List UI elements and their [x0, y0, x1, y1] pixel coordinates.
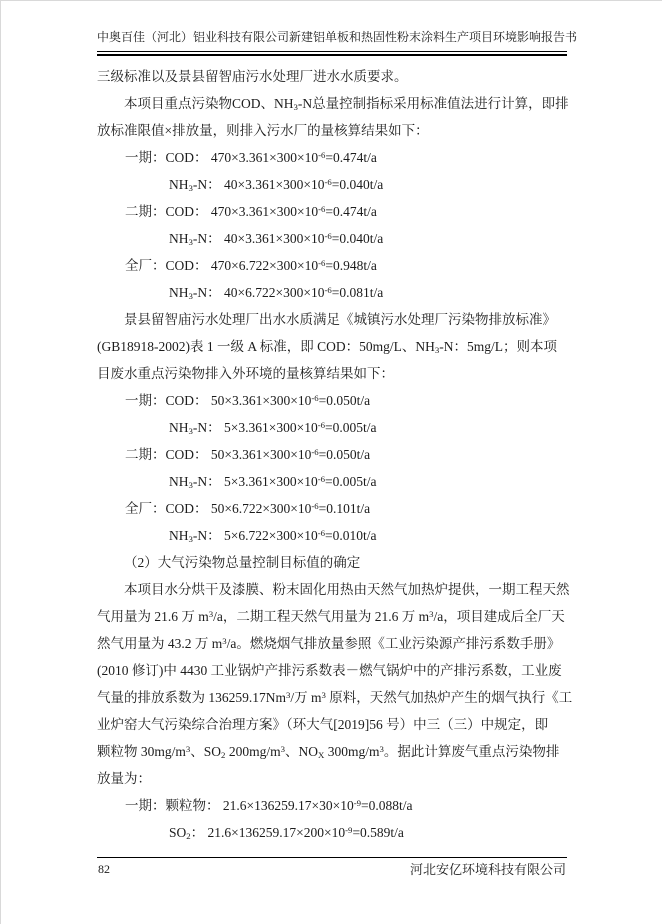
subscript: 3	[188, 479, 193, 490]
footer-rule	[97, 857, 567, 858]
text-line: 业炉窑大气污染综合治理方案》（环大气[2019]56 号）中三（三）中规定，即	[97, 717, 549, 732]
subscript: X	[317, 749, 325, 760]
superscript: -6	[318, 204, 326, 215]
superscript: 3	[208, 609, 214, 620]
subscript: 3	[434, 344, 440, 355]
subscript: 3	[188, 290, 193, 301]
subscript: 3	[188, 533, 193, 544]
text-line: $NH_3-N$： $5\times 6.722\times 300\times 10^{-6}=0.010t/a$	[169, 528, 377, 544]
text-line: 一期：颗粒物： $21.6\times 136259.17\times 30\times 10^{-9}=0.088t/a$	[125, 798, 413, 813]
subscript: 3	[188, 182, 193, 193]
superscript: -6	[311, 501, 319, 512]
superscript: 3	[429, 609, 434, 620]
text-line: (GB18918-2002)表 1 一级 A 标准，即 COD：50mg/L、$NH_3-N$：5mg/L；则本项	[97, 339, 558, 355]
superscript: -6	[317, 528, 326, 539]
subscript: 3	[188, 236, 193, 247]
subscript: 3	[293, 101, 298, 112]
page-number: 82	[98, 862, 110, 876]
superscript: 3	[321, 690, 326, 701]
subscript: 2	[221, 749, 226, 760]
text-line: 二期：COD： $470\times 3.361\times 300\times 10^{-6}=0.474t/a$	[125, 204, 377, 219]
report-header-title: 中奥百佳（河北）铝业科技有限公司新建铝单板和热固性粉末涂料生产项目环境影响报告书	[97, 30, 578, 44]
superscript: -6	[311, 447, 319, 458]
text-line: 气量的排放系数为 136259.17Nm$^3$/万 $m^3$ 原料，天然气加热炉产生的烟气执行《工	[97, 690, 573, 705]
text-line: 一期：COD： $470\times 3.361\times 300\times 10^{-6}=0.474t/a$	[125, 150, 377, 165]
superscript: -6	[317, 474, 326, 485]
superscript: -6	[318, 150, 326, 161]
document-body	[97, 63, 577, 846]
header-double-rule	[97, 51, 567, 56]
text-line: $SO_2$： $21.6\times 136259.17\times 200\times 10^{-9}=0.589t/a$	[169, 825, 404, 841]
text-line: （2）大气污染物总量控制目标值的确定	[124, 555, 361, 570]
superscript: -6	[318, 258, 326, 269]
text-line: 全厂：COD： $470\times 6.722\times 300\times 10^{-6}=0.948t/a$	[125, 258, 377, 273]
superscript: -6	[317, 420, 326, 431]
superscript: -6	[324, 231, 332, 242]
text-line: 全厂：COD： $50\times 6.722\times 300\times 10^{-6}=0.101t/a$	[125, 501, 371, 516]
text-line: 三级标准以及景县留智庙污水处理厂进水水质要求。	[97, 69, 408, 84]
text-line: $NH_3-N$： $40\times 3.361\times 300\times 10^{-6}=0.040t/a$	[169, 231, 384, 247]
footer-company-name: 河北安亿环境科技有限公司	[409, 862, 566, 877]
text-line: 本项目重点污染物COD、$NH_3-N$总量控制指标采用标准值法进行计算，即排	[124, 96, 569, 112]
superscript: 3	[222, 636, 227, 647]
text-line: 颗粒物 $30mg/m^3$、$SO_2$ $200mg/m^3$、$NO_X$ $300mg/m^3$。据此计算废气重点污染物排	[97, 744, 560, 760]
superscript: -9	[353, 798, 362, 809]
text-line: 放标准限值×排放量，则排入污水厂的量核算结果如下：	[97, 123, 429, 138]
superscript: -6	[324, 177, 332, 188]
text-line: $NH_3-N$： $40\times 3.361\times 300\times 10^{-6}=0.040t/a$	[169, 177, 384, 193]
superscript: -9	[345, 825, 353, 836]
superscript: -6	[324, 285, 332, 296]
superscript: 3	[379, 744, 384, 755]
text-line: 二期：COD： $50\times 3.361\times 300\times 10^{-6}=0.050t/a$	[125, 447, 371, 462]
superscript: 3	[185, 744, 191, 755]
text-line: (2010 修订)中 4430 工业锅炉产排污系数表－燃气锅炉中的产排污系数，工业废	[97, 663, 562, 678]
text-line: 气用量为 21.6 万 $m^3/a$，二期工程天然气用量为 21.6 万 $m^3/a$，项目建成后全厂天	[97, 609, 565, 624]
text-line: 景县留智庙污水处理厂出水水质满足《城镇污水处理厂污染物排放标准》	[124, 312, 556, 327]
subscript: 2	[186, 830, 191, 841]
text-line: 一期：COD： $50\times 3.361\times 300\times 10^{-6}=0.050t/a$	[125, 393, 371, 408]
superscript: 3	[280, 744, 285, 755]
text-line: 目废水重点污染物排入外环境的量核算结果如下：	[97, 366, 394, 381]
superscript: -6	[311, 393, 319, 404]
text-line: $NH_3-N$： $40\times 6.722\times 300\times 10^{-6}=0.081t/a$	[169, 285, 384, 301]
text-line: 然气用量为 43.2 万 $m^3/a$。燃烧烟气排放量参照《工业污染源产排污系数手册》	[97, 636, 561, 651]
superscript: 3	[286, 690, 291, 701]
text-line: $NH_3-N$： $5\times 3.361\times 300\times 10^{-6}=0.005t/a$	[169, 474, 377, 490]
text-line: 放量为：	[97, 771, 151, 786]
text-line: 本项目水分烘干及漆膜、粉末固化用热由天然气加热炉提供，一期工程天然	[124, 582, 570, 597]
subscript: 3	[188, 425, 193, 436]
text-line: $NH_3-N$： $5\times 3.361\times 300\times 10^{-6}=0.005t/a$	[169, 420, 377, 436]
